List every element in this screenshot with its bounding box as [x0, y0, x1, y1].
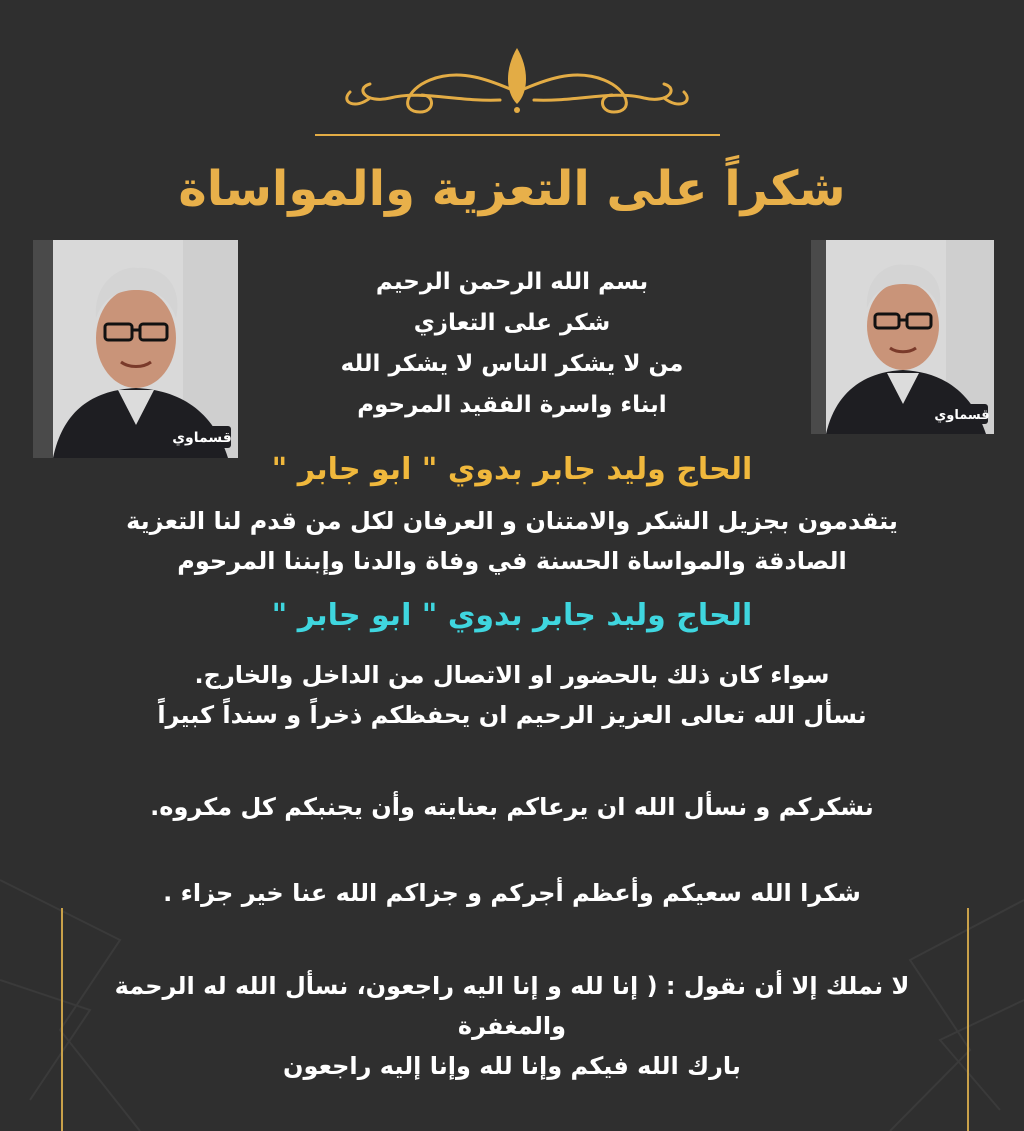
opening-line: بسم الله الرحمن الرحيم [375, 269, 649, 295]
closing-lines [0, 966, 1024, 1086]
gold-ornament [310, 40, 725, 140]
opening-line: ابناء واسرة الفقيد المرحوم [357, 392, 667, 418]
watermark-logo-right: قسماوي [934, 408, 990, 423]
thanks-paragraph [0, 501, 1024, 581]
opening-line: من لا يشكر الناس لا يشكر الله [340, 351, 684, 377]
opening-line: شكر على التعازي [413, 310, 611, 336]
deceased-name-repeat: الحاج وليد جابر بدوي " ابو جابر " [271, 598, 753, 633]
watermark-logo-left: قسماوي [172, 430, 232, 446]
paragraph-line: الصادقة والمواساة الحسنة في وفاة والدنا وإبننا المرحوم [177, 547, 847, 575]
paragraph-line: سواء كان ذلك بالحضور او الاتصال من الداخل والخارج. [194, 661, 830, 689]
closing-line: بارك الله فيكم وإنا لله وإنا إليه راجعون [283, 1052, 741, 1080]
opening-lines [0, 262, 1024, 426]
thanks-line: نشكركم و نسأل الله ان يرعاكم بعنايته وأن يجنبكم كل مكروه. [150, 793, 874, 821]
closing-line: لا نملك إلا أن نقول : ( إنا لله و إنا اليه راجعون، نسأل الله له الرحمة [114, 972, 910, 1000]
paragraph-line: نسأل الله تعالى العزيز الرحيم ان يحفظكم ذخراً و سنداً كبيراً [157, 701, 867, 729]
prayer-paragraph [0, 655, 1024, 735]
page-title: شكراً على التعزية والمواساة [178, 161, 846, 217]
closing-line: والمغفرة [457, 1012, 567, 1040]
paragraph-line: يتقدمون بجزيل الشكر والامتنان و العرفان لكل من قدم لنا التعزية [126, 507, 898, 535]
blessing-line: شكرا الله سعيكم وأعظم أجركم و جزاكم الله عنا خير جزاء . [163, 879, 861, 907]
deceased-name: الحاج وليد جابر بدوي " ابو جابر " [271, 452, 753, 487]
